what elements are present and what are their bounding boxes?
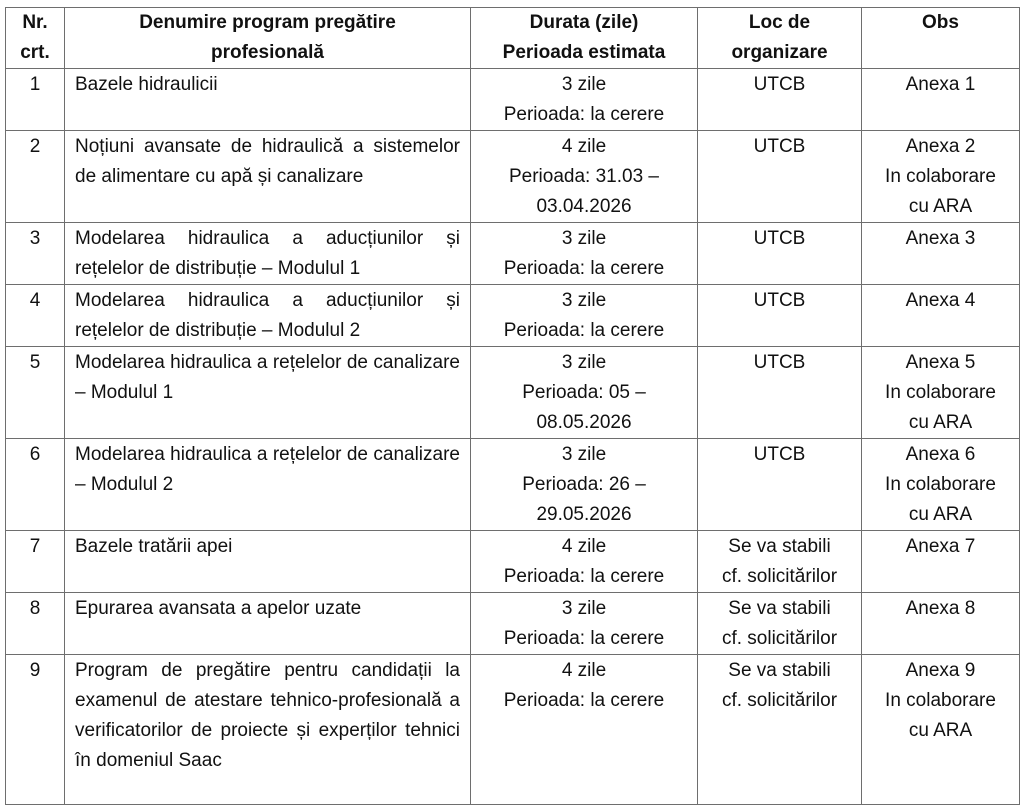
cell-obs <box>862 347 1020 439</box>
cell-location-line: cf. solicitărilor <box>721 690 838 711</box>
header-obs-line: Obs <box>922 12 959 33</box>
cell-duration <box>471 655 698 805</box>
cell-nr: 7 <box>6 531 65 593</box>
cell-nr: 1 <box>6 69 65 131</box>
cell-location-line: cf. solicitărilor <box>721 566 838 587</box>
cell-duration <box>471 131 698 223</box>
header-nr-line: crt. <box>20 42 50 63</box>
cell-duration-line: Perioada: la cerere <box>503 104 665 125</box>
table-row <box>6 285 1020 347</box>
header-duration-line: Perioada estimata <box>502 42 666 63</box>
cell-duration-line: 29.05.2026 <box>536 504 632 525</box>
header-location-line: organizare <box>731 42 828 63</box>
cell-duration-line: 4 zile <box>561 136 607 157</box>
cell-nr: 8 <box>6 593 65 655</box>
cell-duration-line: 3 zile <box>561 352 607 373</box>
cell-location-line: Se va stabili <box>728 536 831 557</box>
cell-obs-line: Anexa 2 <box>905 136 976 157</box>
cell-location-line: UTCB <box>753 228 806 249</box>
cell-nr: 2 <box>6 131 65 223</box>
cell-duration-line: 3 zile <box>561 74 607 95</box>
cell-duration-line: Perioada: la cerere <box>503 566 665 587</box>
cell-obs-line: Anexa 6 <box>905 444 976 465</box>
cell-location-line: UTCB <box>753 352 806 373</box>
header-nr <box>6 8 65 69</box>
cell-program-name: Epurarea avansata a apelor uzate <box>65 593 471 655</box>
cell-duration-line: Perioada: la cerere <box>503 690 665 711</box>
cell-location <box>698 69 862 131</box>
cell-obs-line: Anexa 7 <box>905 536 976 557</box>
cell-obs <box>862 439 1020 531</box>
cell-obs-line: cu ARA <box>908 504 973 525</box>
cell-duration <box>471 223 698 285</box>
cell-obs-line: In colaborare <box>885 474 996 495</box>
cell-nr: 9 <box>6 655 65 805</box>
cell-duration-line: 3 zile <box>561 598 607 619</box>
cell-duration-line: 3 zile <box>561 444 607 465</box>
cell-duration <box>471 593 698 655</box>
cell-obs-line: Anexa 9 <box>905 660 976 681</box>
cell-obs <box>862 131 1020 223</box>
cell-location-line: UTCB <box>753 136 806 157</box>
training-programs-table <box>5 7 1020 805</box>
cell-location <box>698 223 862 285</box>
cell-location <box>698 531 862 593</box>
cell-duration-line: Perioada: la cerere <box>503 320 665 341</box>
cell-obs <box>862 285 1020 347</box>
table-row <box>6 347 1020 439</box>
cell-location <box>698 131 862 223</box>
table-row <box>6 531 1020 593</box>
cell-obs <box>862 223 1020 285</box>
cell-duration <box>471 285 698 347</box>
cell-obs-line: In colaborare <box>885 690 996 711</box>
cell-obs <box>862 69 1020 131</box>
cell-obs-line: In colaborare <box>885 166 996 187</box>
header-name-line: profesională <box>211 42 324 63</box>
cell-program-name: Modelarea hidraulica a rețelelor de canalizare – Modulul 2 <box>65 439 471 531</box>
cell-obs-line: Anexa 1 <box>905 74 976 95</box>
cell-duration-line: 4 zile <box>561 660 607 681</box>
cell-duration-line: 3 zile <box>561 228 607 249</box>
cell-program-name: Bazele tratării apei <box>65 531 471 593</box>
cell-duration-line: 08.05.2026 <box>536 412 632 433</box>
cell-obs-line: Anexa 3 <box>905 228 976 249</box>
cell-program-name: Bazele hidraulicii <box>65 69 471 131</box>
header-nr-line: Nr. <box>22 12 48 33</box>
header-location-line: Loc de <box>748 12 811 33</box>
header-name-line: Denumire program pregătire <box>139 12 396 33</box>
cell-program-name: Noțiuni avansate de hidraulică a sistemelor de alimentare cu apă și canalizare <box>65 131 471 223</box>
cell-obs-line: cu ARA <box>908 412 973 433</box>
cell-duration-line: 3 zile <box>561 290 607 311</box>
cell-duration <box>471 439 698 531</box>
cell-obs-line: cu ARA <box>908 196 973 217</box>
cell-obs <box>862 531 1020 593</box>
cell-nr: 3 <box>6 223 65 285</box>
header-duration <box>471 8 698 69</box>
cell-program-name: Modelarea hidraulica a aducțiunilor și rețelelor de distribuție – Modulul 2 <box>65 285 471 347</box>
cell-duration-line: 4 zile <box>561 536 607 557</box>
cell-duration-line: 03.04.2026 <box>536 196 632 217</box>
cell-duration <box>471 347 698 439</box>
cell-program-name: Program de pregătire pentru candidații la examenul de atestare tehnico-profesională a verificatorilor de proiecte și experților tehnici în domeniul Saac <box>65 655 471 805</box>
cell-obs-line: cu ARA <box>908 720 973 741</box>
cell-nr: 4 <box>6 285 65 347</box>
cell-duration-line: Perioada: 31.03 – <box>508 166 659 187</box>
table-body <box>6 69 1020 805</box>
cell-location <box>698 347 862 439</box>
header-name <box>65 8 471 69</box>
cell-obs-line: Anexa 5 <box>905 352 976 373</box>
cell-duration-line: Perioada: 26 – <box>522 474 646 495</box>
cell-location-line: Se va stabili <box>728 660 831 681</box>
cell-obs-line: Anexa 4 <box>905 290 976 311</box>
header-duration-line: Durata (zile) <box>529 12 639 33</box>
cell-obs-line: In colaborare <box>885 382 996 403</box>
cell-program-name: Modelarea hidraulica a aducțiunilor și rețelelor de distribuție – Modulul 1 <box>65 223 471 285</box>
cell-duration-line: Perioada: la cerere <box>503 628 665 649</box>
table-row <box>6 223 1020 285</box>
cell-location-line: UTCB <box>753 74 806 95</box>
table-header-row <box>6 8 1020 69</box>
cell-nr: 6 <box>6 439 65 531</box>
cell-nr: 5 <box>6 347 65 439</box>
cell-duration-line: Perioada: la cerere <box>503 258 665 279</box>
cell-location <box>698 593 862 655</box>
table-row <box>6 439 1020 531</box>
cell-duration <box>471 69 698 131</box>
cell-location <box>698 439 862 531</box>
table-row <box>6 131 1020 223</box>
cell-program-name: Modelarea hidraulica a rețelelor de canalizare – Modulul 1 <box>65 347 471 439</box>
cell-obs-line: Anexa 8 <box>905 598 976 619</box>
cell-location <box>698 285 862 347</box>
cell-duration-line: Perioada: 05 – <box>522 382 646 403</box>
table-row <box>6 593 1020 655</box>
cell-location <box>698 655 862 805</box>
cell-location-line: UTCB <box>753 290 806 311</box>
cell-obs <box>862 655 1020 805</box>
table-row <box>6 655 1020 805</box>
cell-obs <box>862 593 1020 655</box>
cell-location-line: UTCB <box>753 444 806 465</box>
cell-duration <box>471 531 698 593</box>
header-obs <box>862 8 1020 69</box>
cell-location-line: cf. solicitărilor <box>721 628 838 649</box>
header-location <box>698 8 862 69</box>
table-row <box>6 69 1020 131</box>
cell-location-line: Se va stabili <box>728 598 831 619</box>
